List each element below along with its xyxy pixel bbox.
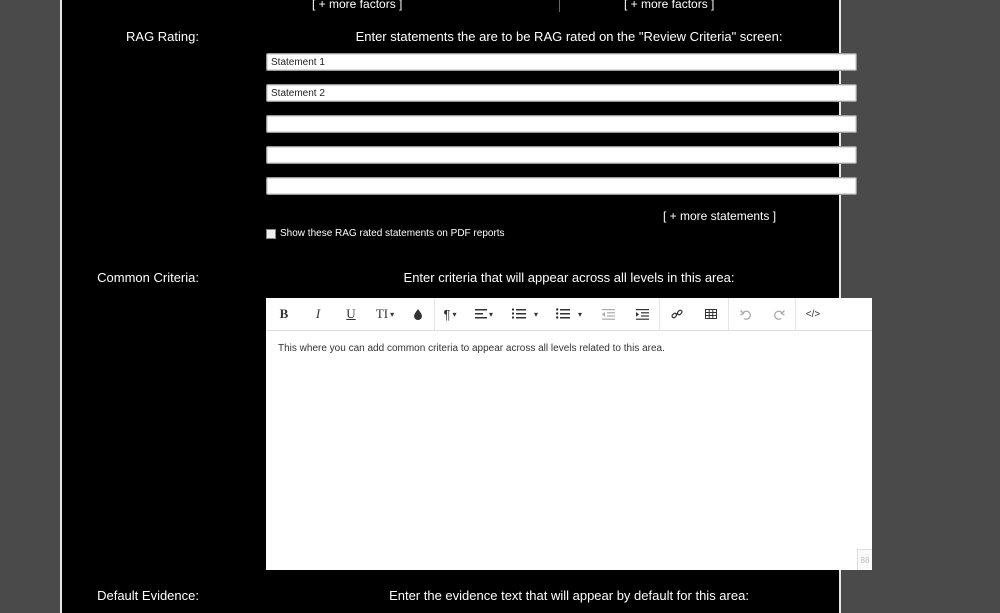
unordered-list-icon[interactable]: [547, 298, 591, 330]
droplet-icon: [413, 308, 423, 320]
font-size-icon[interactable]: [368, 298, 402, 330]
rag-statement-4[interactable]: [266, 146, 857, 164]
underline-icon[interactable]: U: [346, 306, 356, 321]
show-pdf-checkbox[interactable]: [266, 229, 276, 239]
editor-content[interactable]: This where you can add common criteria to appear across all levels related to this area.: [278, 343, 665, 354]
outdent-glyph-icon: [602, 309, 615, 320]
rag-statement-3[interactable]: [266, 115, 857, 133]
show-pdf-row: [266, 228, 505, 239]
indent-icon[interactable]: [625, 298, 659, 330]
rich-text-editor: [266, 298, 872, 570]
redo-arrow-icon: [773, 309, 785, 320]
show-pdf-label: Show these RAG rated statements on PDF reports: [280, 228, 505, 239]
chevron-down-icon: ▾: [488, 309, 493, 319]
rag-instruction: Enter statements the are to be RAG rated on the "Review Criteria" screen:: [355, 29, 783, 44]
chevron-down-icon: ▾: [577, 309, 582, 319]
default-evidence-label: Default Evidence:: [97, 588, 199, 603]
rag-statement-5[interactable]: [266, 177, 857, 195]
rag-statement-2[interactable]: [266, 84, 857, 102]
more-factors-link-right[interactable]: [ + more factors ]: [624, 0, 715, 11]
chevron-down-icon: ▾: [533, 309, 538, 319]
chevron-down-icon: ▾: [452, 309, 457, 319]
default-evidence-instruction: Enter the evidence text that will appear by default for this area:: [389, 588, 749, 603]
paragraph-icon[interactable]: [435, 298, 465, 330]
form-panel: [60, 0, 870, 613]
resize-handle[interactable]: 88: [857, 549, 872, 570]
editor-toolbar: [266, 298, 872, 331]
link-icon[interactable]: [660, 298, 694, 330]
rag-rating-label: RAG Rating:: [126, 29, 199, 44]
font-size-text: TI: [375, 306, 389, 321]
more-factors-link-left[interactable]: [ + more factors ]: [312, 0, 403, 11]
chevron-down-icon: ▾: [390, 309, 395, 319]
table-grid-icon: [705, 309, 717, 319]
undo-arrow-icon: [740, 309, 752, 320]
redo-icon[interactable]: [762, 298, 795, 330]
table-icon[interactable]: [694, 298, 728, 330]
code-view-icon[interactable]: [796, 298, 830, 330]
pilcrow-icon: ¶: [443, 306, 451, 322]
color-icon[interactable]: [402, 298, 434, 330]
bold-icon[interactable]: B: [279, 306, 289, 321]
code-brackets-icon: </>: [805, 308, 821, 320]
undo-icon[interactable]: [729, 298, 762, 330]
rag-statement-1[interactable]: [266, 53, 857, 71]
indent-glyph-icon: [636, 309, 649, 320]
common-criteria-label: Common Criteria:: [97, 270, 199, 285]
outdent-icon[interactable]: [591, 298, 625, 330]
chain-link-icon: [671, 308, 683, 320]
ordered-list-icon[interactable]: [503, 298, 547, 330]
italic-icon[interactable]: I: [315, 306, 321, 321]
numbered-list-icon: [512, 308, 526, 320]
column-divider: [559, 0, 560, 12]
more-statements-link[interactable]: [ + more statements ]: [663, 209, 777, 223]
align-left-icon: [475, 309, 487, 319]
common-criteria-instruction: Enter criteria that will appear across all levels in this area:: [403, 270, 735, 285]
align-icon[interactable]: [465, 298, 503, 330]
bullet-list-icon: [556, 308, 570, 320]
